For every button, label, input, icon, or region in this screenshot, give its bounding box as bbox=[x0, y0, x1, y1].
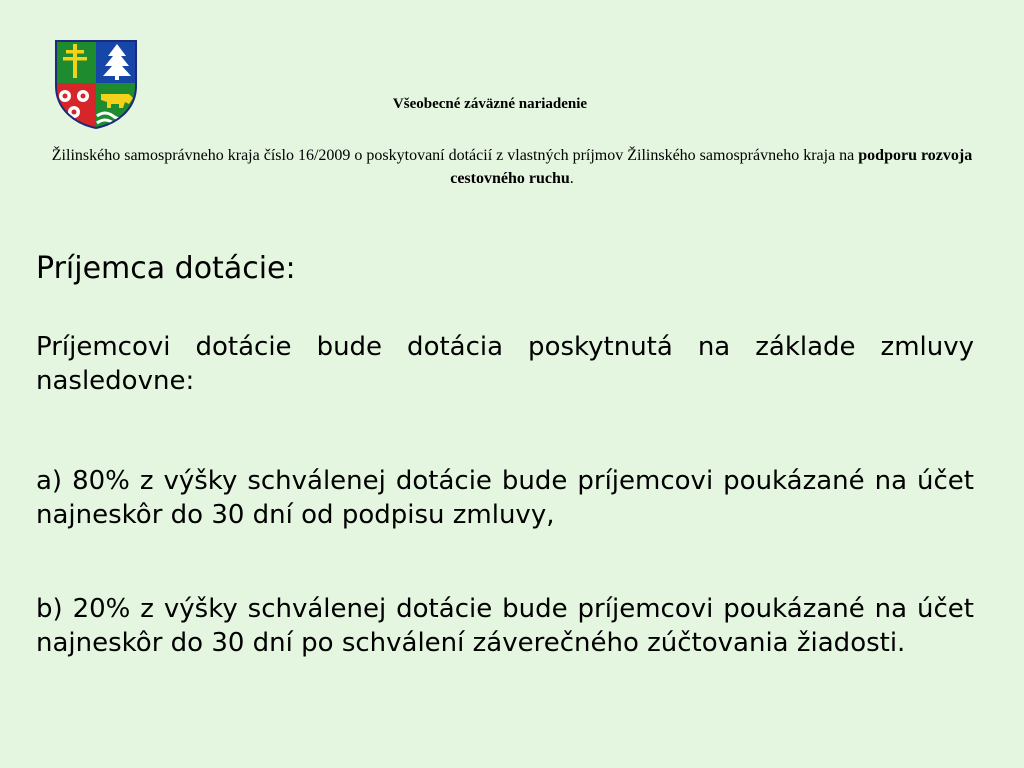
document-subtitle bbox=[40, 144, 984, 190]
subtitle-text: Žilinského samosprávneho kraja číslo 16/2009 o poskytovaní dotácií z vlastných príjmov Žilinského samosprávneho kraja na bbox=[51, 147, 859, 164]
list-item-a: a) 80% z výšky schválenej dotácie bude príjemcovi poukázané na účet najneskôr do 30 dní od podpisu zmluvy, bbox=[36, 466, 974, 530]
subtitle-emphasis: podporu rozvoja cestovného ruchu bbox=[450, 147, 973, 187]
document-title: Všeobecné záväzné nariadenie bbox=[392, 96, 588, 112]
list-item-b: b) 20% z výšky schválenej dotácie bude príjemcovi poukázané na účet najneskôr do 30 dní po schválení záverečného zúčtovania žiadosti. bbox=[36, 594, 974, 658]
coat-of-arms-icon bbox=[53, 38, 139, 130]
intro-paragraph: Príjemcovi dotácie bude dotácia poskytnutá na základe zmluvy nasledovne: bbox=[36, 332, 974, 396]
subtitle-suffix: . bbox=[569, 170, 574, 187]
section-heading: Príjemca dotácie: bbox=[36, 251, 296, 286]
